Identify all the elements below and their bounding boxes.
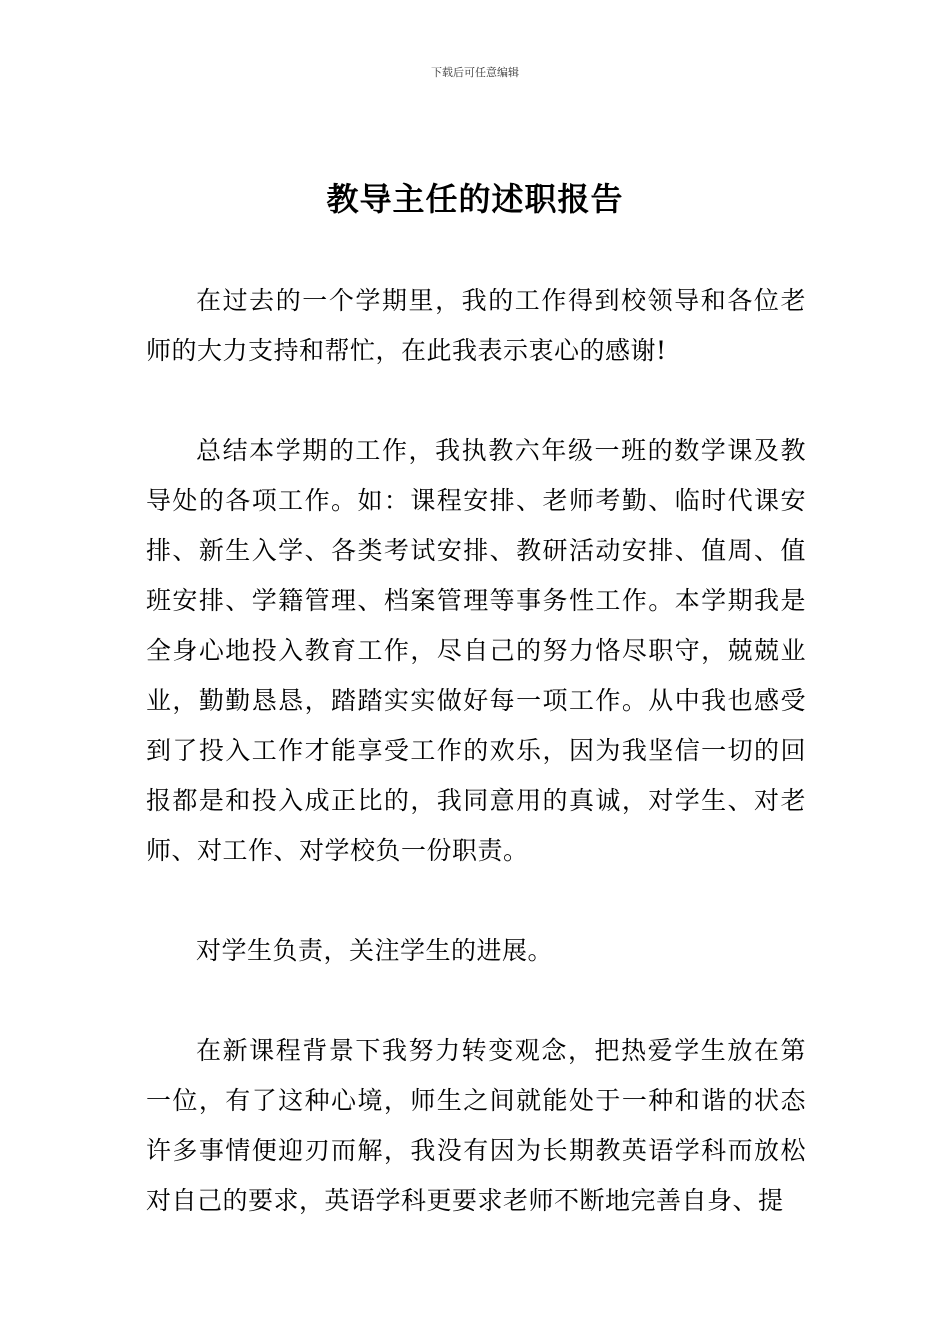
header-note: 下载后可任意编辑 <box>431 66 519 79</box>
paragraph-intro: 在过去的一个学期里，我的工作得到校领导和各位老师的大力支持和帮忙，在此我表示衷心的感谢! <box>146 286 806 365</box>
paragraph-new-curriculum: 在新课程背景下我努力转变观念，把热爱学生放在第一位，有了这种心境，师生之间就能处于一种和谐的状态许多事情便迎刃而解，我没有因为长期教英语学科而放松对自己的要求，英语学科更要求老师不断地完善自身、提 <box>146 1036 806 1215</box>
document-body <box>146 276 806 1276</box>
paragraph-section-heading: 对学生负责，关注学生的进展。 <box>196 936 554 965</box>
document-title: 教导主任的述职报告 <box>326 180 624 218</box>
paragraph-summary: 总结本学期的工作，我执教六年级一班的数学课及教导处的各项工作。如：课程安排、老师考勤、临时代课安排、新生入学、各类考试安排、教研活动安排、值周、值班安排、学籍管理、档案管理等事务性工作。本学期我是全身心地投入教育工作，尽自己的努力恪尽职守，兢兢业业，勤勤恳恳，踏踏实实做好每一项工作。从中我也感受到了投入工作才能享受工作的欢乐，因为我坚信一切的回报都是和投入成正比的，我同意用的真诚，对学生、对老师、对工作、对学校负一份职责。 <box>146 436 806 865</box>
